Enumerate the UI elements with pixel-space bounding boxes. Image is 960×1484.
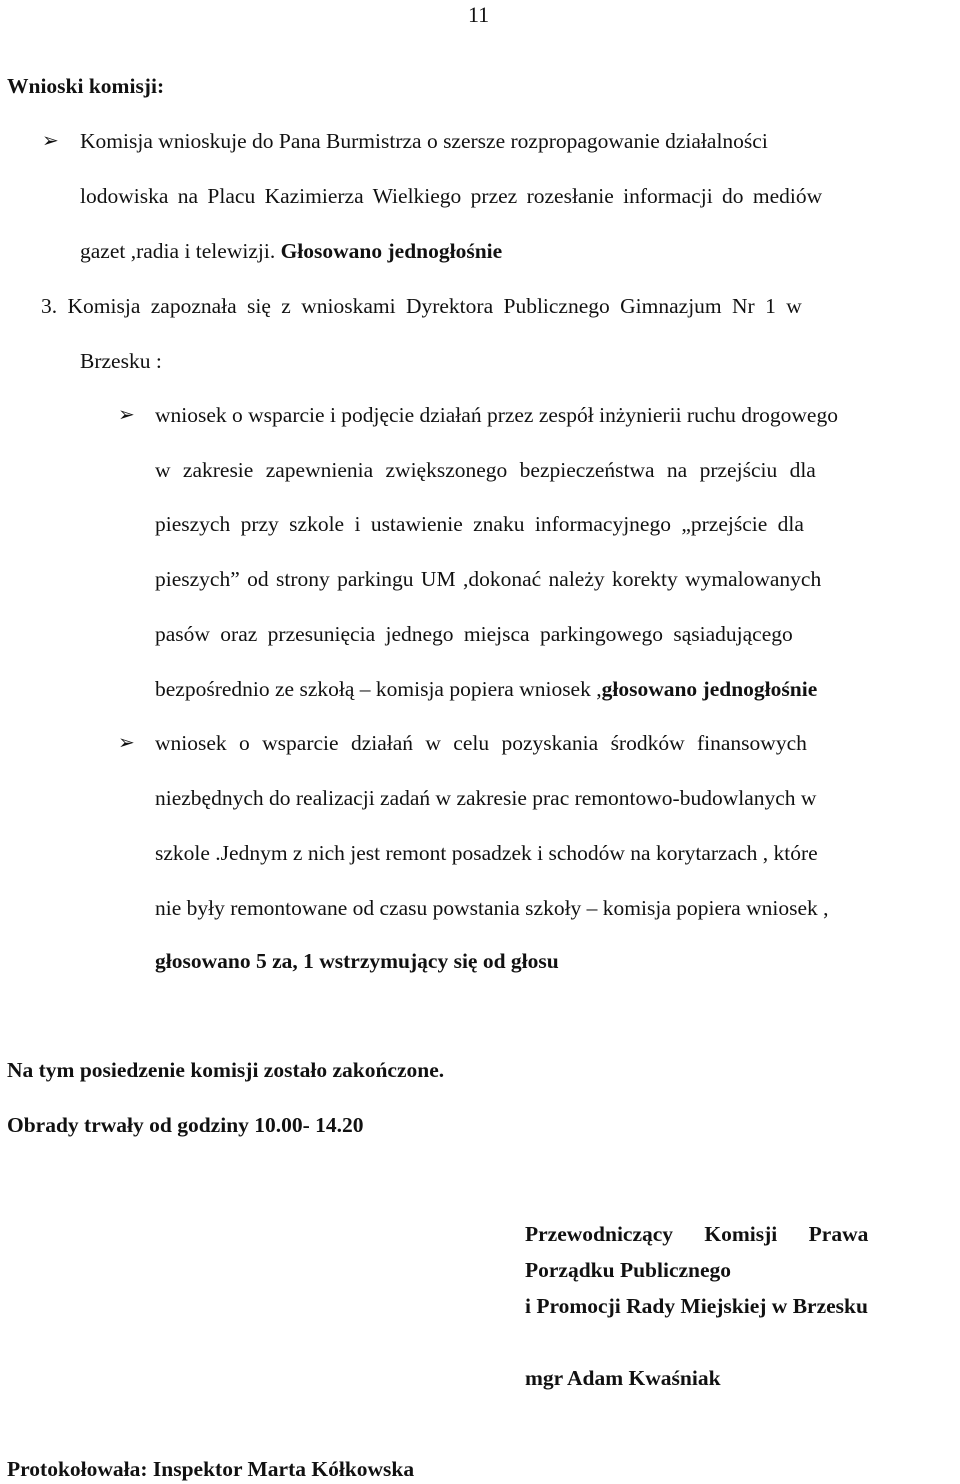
sub1-line6 [155, 679, 817, 701]
bullet1-line1 [80, 131, 954, 153]
sub2-line3: szkole .Jednym z nich jest remont posadzek i schodów na korytarzach , które [155, 841, 818, 865]
recorder-line: Protokołowała: Inspektor Marta Kółkowska [7, 1457, 415, 1481]
sub2-line2: niezbędnych do realizacji zadań w zakresie prac remontowo-budowlanych w [155, 786, 817, 810]
vote-result-sub2: głosowano 5 za, 1 wstrzymujący się od głosu [155, 949, 559, 973]
meeting-duration: Obrady trwały od godziny 10.00- 14.20 [7, 1113, 364, 1137]
sub1-line5: pasów oraz przesunięcia jednego miejsca parkingowego sąsiadującego [155, 622, 793, 646]
item3-line1: 3. Komisja zapoznała się z wnioskami Dyrektora Publicznego Gimnazjum Nr 1 w [41, 294, 802, 318]
bullet1-line3 [80, 241, 502, 263]
sub2-line1: wniosek o wsparcie działań w celu pozyskania środków finansowych [155, 731, 807, 755]
sub2-line4: nie były remontowane od czasu powstania szkoły – komisja popiera wniosek , [155, 896, 829, 920]
bullet1-line2: lodowiska na Placu Kazimierza Wielkiego przez rozesłanie informacji do mediów [80, 184, 823, 208]
sub1-line1: wniosek o wsparcie i podjęcie działań przez zespół inżynierii ruchu drogowego [155, 403, 838, 427]
sub1-line2: w zakresie zapewnienia zwiększonego bezpieczeństwa na przejściu dla [155, 458, 816, 482]
vote-result-unanimous: Głosowano jednogłośnie [280, 239, 503, 263]
arrow-bullet-icon: ➢ [118, 404, 135, 426]
signature-line3: i Promocji Rady Miejskiej w Brzesku [525, 1294, 868, 1318]
signature-line1: Przewodniczący Komisji Prawa [525, 1222, 869, 1246]
bullet1-line3-text: gazet ,radia i telewizji. [80, 239, 281, 263]
sub1-line6-text: bezpośrednio ze szkołą – komisja popiera wniosek , [155, 677, 602, 701]
bullet1-line1-text: Komisja wnioskuje do Pana Burmistrza o szersze rozpropagowanie działalności [80, 129, 768, 153]
arrow-bullet-icon: ➢ [118, 732, 135, 754]
sub1-line3: pieszych przy szkole i ustawienie znaku informacyjnego „przejście dla [155, 512, 804, 536]
signature-line2: Porządku Publicznego [525, 1258, 732, 1282]
page-number: 11 [468, 2, 490, 27]
signatory-name: mgr Adam Kwaśniak [525, 1366, 721, 1390]
vote-result-unanimous: głosowano jednogłośnie [601, 677, 818, 701]
section-heading: Wnioski komisji: [7, 74, 165, 98]
arrow-bullet-icon: ➢ [42, 130, 59, 152]
closing-statement: Na tym posiedzenie komisji zostało zakończone. [7, 1058, 445, 1082]
sub1-line4: pieszych” od strony parkingu UM ,dokonać należy korekty wymalowanych [155, 567, 822, 591]
item3-line2: Brzesku : [80, 349, 162, 373]
